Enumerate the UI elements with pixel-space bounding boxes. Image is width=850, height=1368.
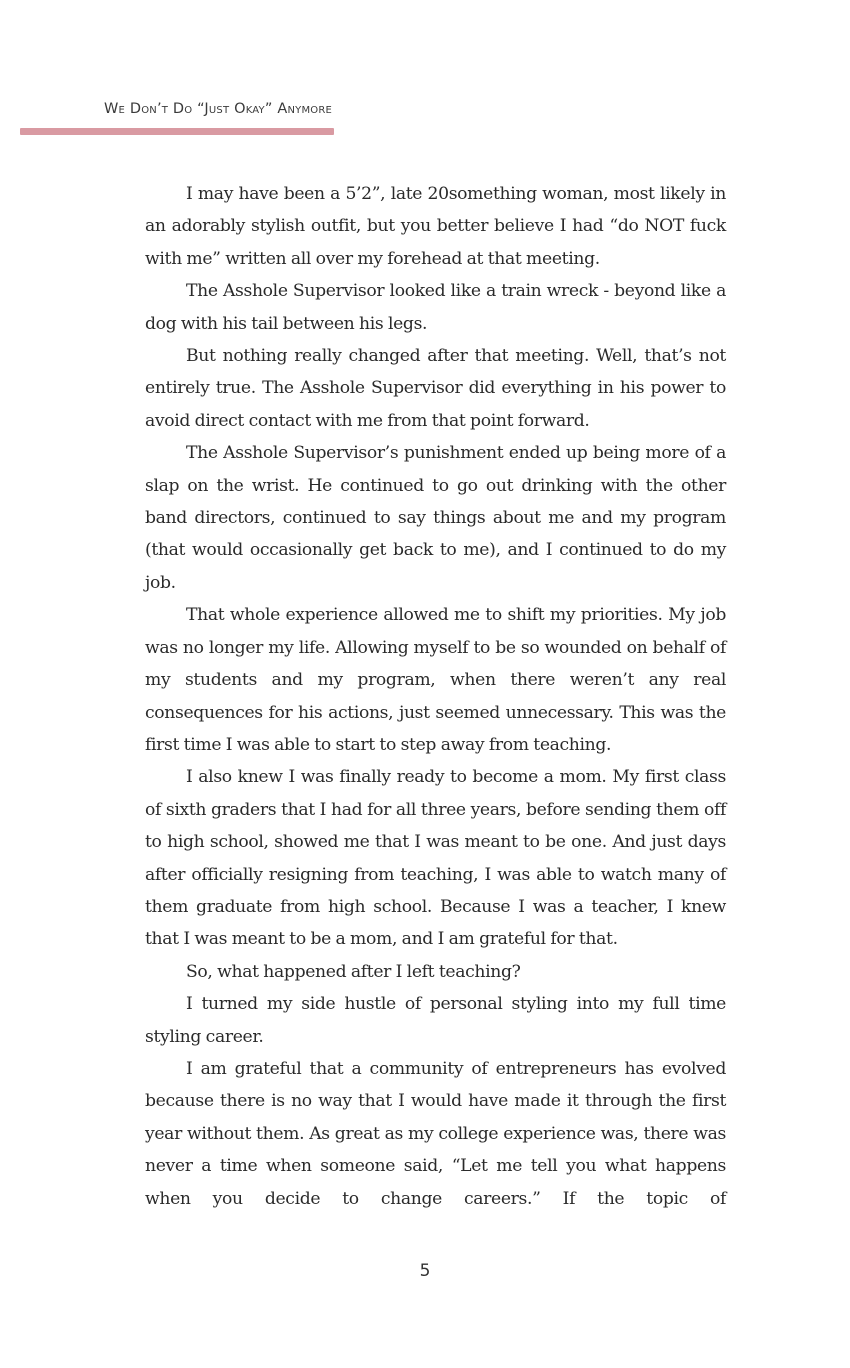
body-text [145,178,726,1215]
paragraph: The Asshole Supervisor looked like a train wreck - beyond like a dog with his tail between his legs. [145,281,726,334]
paragraph: But nothing really changed after that meeting. Well, that’s not entirely true. The Asshole Supervisor did everything in his power to avoid direct contact with me from that point forward. [145,346,726,431]
paragraph: So, what happened after I left teaching? [186,961,521,982]
page-number: 5 [419,1261,431,1281]
paragraph: I may have been a 5’2”, late 20something woman, most likely in an adorably stylish outfit, but you better believe I had “do NOT fuck with me” written all over my forehead at that meeting. [145,184,726,269]
paragraph-last: I am grateful that a community of entrepreneurs has evolved because there is no way that I would have made it through the first year without them. As great as my college experience was, there was never a time when someone said, “Let me tell you what happens when you decide to change careers.” If the topic of [145,1058,726,1209]
header-accent-rule [20,128,334,135]
paragraph: I turned my side hustle of personal styling into my full time styling career. [145,994,726,1047]
paragraph: I also knew I was finally ready to become a mom. My first class of sixth graders that I had for all three years, before sending them off to high school, showed me that I was meant to be one. And just days after officially resigning from teaching, I was able to watch many of them graduate from high school. Because I was a teacher, I knew that I was meant to be a mom, and I am grateful for that. [145,767,726,950]
paragraph: That whole experience allowed me to shift my priorities. My job was no longer my life. Allowing myself to be so wounded on behalf of my students and my program, when there weren’t any real consequences for his actions, just seemed unnecessary. This was the first time I was able to start to step away from teaching. [145,605,726,755]
running-header: We Don’t Do “Just Okay” Anymore [104,101,333,117]
paragraph: The Asshole Supervisor’s punishment ended up being more of a slap on the wrist. He continued to go out drinking with the other band directors, continued to say things about me and my program (that would occasionally get back to me), and I continued to do my job. [145,443,726,593]
